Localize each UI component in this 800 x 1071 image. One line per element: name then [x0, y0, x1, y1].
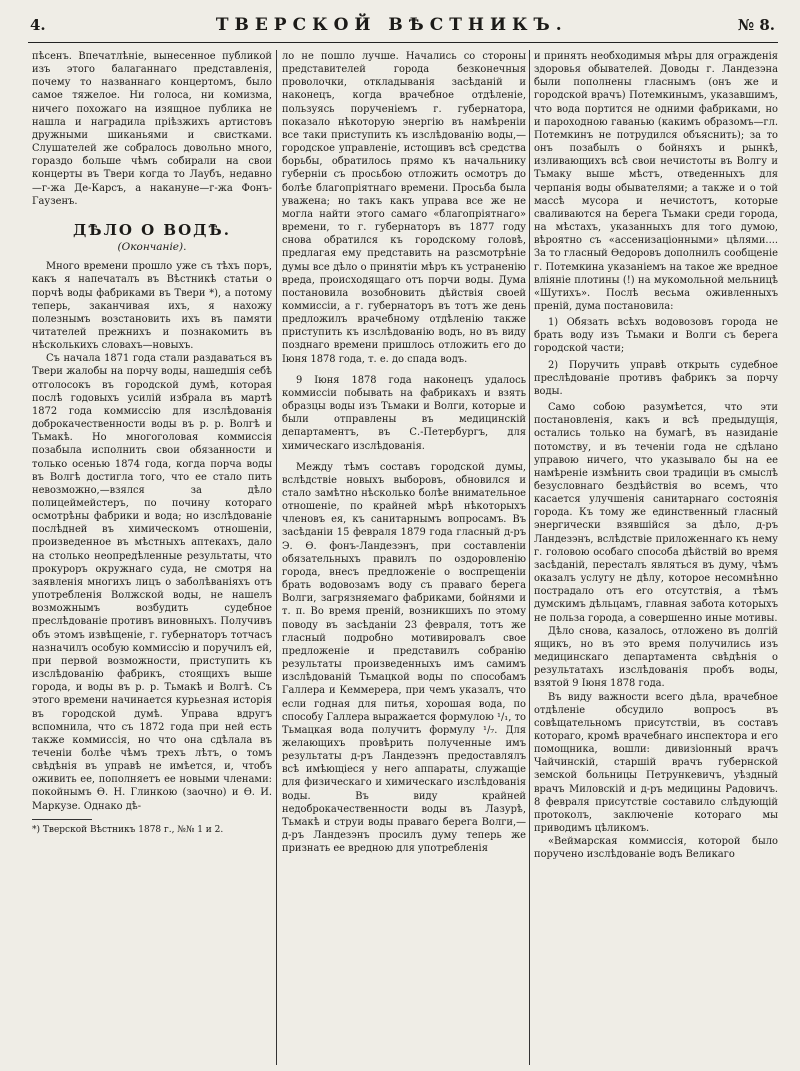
- issue-number: № 8.: [737, 16, 775, 34]
- paragraph: Много времени прошло уже съ тѣхъ поръ, какъ я напечаталъ въ Вѣстникѣ статьи о порчѣ воды фабриками въ Твери *), а потому теперь, заканчивая ихъ, я нахожу полезнымъ возстановить ихъ въ памяти читателей прежнихъ и познакомить въ нѣсколькихъ словахъ—новыхъ.: [32, 261, 272, 352]
- column-divider: [276, 50, 277, 1065]
- column-3: [534, 50, 778, 1065]
- page-number: 4.: [30, 16, 46, 34]
- paragraph: ло не пошло лучше. Начались со стороны представителей города безконечныя проволочки, откладыванія засѣданій и наконецъ, когда врачебное отдѣленіе, пользуясь порученіемъ г. губернатора, показало нѣкоторую энергію въ намѣреніи все таки приступить къ изслѣдованію воды,—городское управленіе, истощивъ всѣ средства борьбы, обратилось прямо къ начальнику губерніи съ просьбою отложить осмотръ до болѣе благопріятнаго времени. Просьба была уважена; но такъ какъ управа все же не могла найти этого самаго «благопріятнаго» времени, то г. губернаторъ въ 1877 году снова обратился къ городскому головѣ, предлагая ему представить на разсмотрѣніе думы все дѣло о принятіи мѣръ къ устраненію вреда, происходящаго отъ порчи воды. Дума постановила возобновить дѣйствія своей коммиссіи, а г. губернаторъ въ тотъ же день предложилъ врачебному отдѣленію также приступить къ изслѣдованію водъ, но въ виду позднаго времени пришлось отложить его до Іюня 1878 года, т. е. до спада водъ.: [282, 51, 526, 365]
- paragraph: Съ начала 1871 года стали раздаваться въ Твери жалобы на порчу воды, нашедшія себѣ отголосокъ въ городской думѣ, которая послѣ годовыхъ усилій избрала въ мартѣ 1872 года коммиссію для изслѣдованія доброкачественности воды въ р. р. Волгѣ и Тьмакѣ. Но многоголовая коммиссія позабыла исполнить свои обязанности и только осенью 1874 года, когда порча воды въ Волгѣ достигла того, что ее стало пить невозможно,—взялся за дѣло полицеймейстеръ, по почину котораго осмотрѣны фабрики и вода; но изслѣдованіе послѣдней въ химическомъ отношеніи, произведенное въ мѣстныхъ аптекахъ, дало на столько неопредѣленные результаты, что прокуроръ окружнаго суда, не смотря на заявленія многихъ лицъ о заболѣваніяхъ отъ употребленія Волжской воды, не нашелъ возможнымъ возбудить судебное преслѣдованіе противъ виновныхъ. Получивъ объ этомъ извѣщеніе, г. губернаторъ тотчасъ назначилъ особую коммиссію и поручилъ ей, при первой возможности, приступить къ изслѣдованію фабрикъ, стоящихъ выше города, и воды въ р. р. Тьмакѣ и Волгѣ. Съ этого времени начинается курьезная исторія въ городской думѣ. Управа вдругъ вспомнила, что съ 1872 года при ней есть также коммиссія, но что она сдѣлала въ теченіи болѣе чѣмъ трехъ лѣтъ, о томъ свѣдѣнія въ управѣ не имѣется, и, чтобъ оживить ее, пополняетъ ее новыми членами: покойнымъ Ѳ. Н. Глинкою (заочно) и Ѳ. И. Маркузе. Однако дѣ-: [32, 353, 272, 812]
- column-divider: [529, 50, 530, 1065]
- footnote-rule: [32, 819, 92, 820]
- column-1: [32, 50, 272, 1065]
- masthead: [30, 10, 775, 40]
- paragraph: и принять необходимыя мѣры для огражденія здоровья обывателей. Доводы г. Ландезэна были пополнены гласнымъ (онъ же и городской врачъ) Потемкинымъ, указавшимъ, что вода портится не одними фабриками, но и пароходною гаванью (какимъ образомъ—гл. Потемкинъ не потрудился объяснить); за то онъ позабылъ о бойняхъ и рынкѣ, изливающихъ всѣ свои нечистоты въ Волгу и Тьмаку выше мѣстъ, отведенныхъ для черпанія воды обывателями; а также и о той массѣ мусора и нечистотъ, которые сваливаются на берега Тьмаки среди города, на мѣстахъ, указанныхъ для того думою, вѣроятно съ «ассенизаціонными» цѣлями.... За то гласный Ѳедоровъ дополнилъ сообщеніе г. Потемкина указаніемъ на такое же вредное вліяніе плотины (!) на мукомольной мельницѣ «Шутихъ». Послѣ весьма оживленныхъ преній, дума постановила:: [534, 51, 778, 312]
- article-subheading: (Окончаніе).: [117, 241, 187, 254]
- paragraph: пѣсенъ. Впечатлѣніе, вынесенное публикой изъ этого балаганнаго представленія, почему то названнаго концертомъ, было самое тяжелое. Ни голоса, ни комизма, ничего похожаго на изящное публика не нашла и наградила пріѣзжихъ артистовъ дружными шиканьями и свистками. Слушателей же собралось довольно много, гораздо больше чѣмъ собирали на свои концерты въ Твери когда то Лаубъ, недавно—г-жа Де-Карсъ, а накануне—г-жа Фонъ-Гаузенъ.: [32, 51, 272, 207]
- paragraph: Дѣло снова, казалось, отложено въ долгій ящикъ, но въ это время получились изъ медицинскаго департамента свѣдѣнія о результатахъ изслѣдованія пробъ воды, взятой 9 Іюня 1878 года.: [534, 625, 778, 690]
- article-heading: ДѢЛО О ВОДѢ.: [73, 220, 231, 239]
- list-item: 2) Поручить управѣ открыть судебное преслѣдованіе противъ фабрикъ за порчу воды.: [534, 359, 778, 397]
- paragraph: Само собою разумѣется, что эти постановленія, какъ и всѣ предыдущія, остались только на бумагѣ, въ назиданіе потомству, и въ теченіи года не сдѣлано управою ничего, что указывало бы на ее намѣреніе измѣнить свои традиціи въ смыслѣ безусловнаго бездѣйствія во всемъ, что касается улучшенія санитарнаго состоянія города. Къ тому же единственный гласный энергически взявшійся за дѣло, д-ръ Ландезэнъ, вслѣдствіе приложеннаго къ нему г. головою особаго способа дѣйствій во время засѣданій, пересталъ являться въ думу, чѣмъ оказалъ услугу не дѣлу, которое несомнѣнно пострадало отъ его отсутствія, а тѣмъ думскимъ дѣльцамъ, главная забота которыхъ не польза города, а совершенно иные мотивы.: [534, 402, 778, 624]
- column-2: [282, 50, 526, 1065]
- paragraph: «Веймарская коммиссія, которой было поручено изслѣдованіе водъ Великаго: [534, 836, 778, 861]
- paragraph: 9 Іюня 1878 года наконецъ удалось коммиссіи побывать на фабрикахъ и взять образцы воды изъ Тьмаки и Волги, которые и были отправлены въ медицинскій департаментъ, въ С.-Петербургъ, для химическаго изслѣдованія.: [282, 374, 526, 452]
- paragraph: Между тѣмъ составъ городской думы, вслѣдствіе новыхъ выборовъ, обновился и стало замѣтно нѣсколько болѣе внимательное отношеніе, по крайней мѣрѣ нѣкоторыхъ членовъ ея, къ санитарнымъ вопросамъ. Въ засѣданіи 15 февраля 1879 года гласный д-ръ Э. Ѳ. фонъ-Ландезэнъ, при составленіи обязательныхъ правилъ по оздоровленію города, внесъ предложеніе о воспрещеніи брать водовозамъ воду съ праваго берега Волги, загрязняемаго фабриками, бойнями и т. п. Во время преній, возникшихъ по этому поводу въ засѣданіи 23 февраля, тотъ же гласный подробно мотивировалъ свое предложеніе и представилъ собранію результаты произведенныхъ имъ самимъ изслѣдованій Тьмацкой воды по способамъ Галлера и Кеммерера, при чемъ указалъ, что если годная для питья, хорошая вода, по способу Галлера выражается формулою ¹/₁, то Тьмацкая вода получитъ формулу ¹/₇. Для желающихъ провѣрить полученные имъ результаты д-ръ Ландезэнъ предоставлялъ всѣ имѣющіеся у него аппараты, служащіе для физическаго и химическаго изслѣдованія воды. Въ виду крайней недоброкачественности воды въ Лазурѣ, Тьмакѣ и струи воды праваго берега Волги,—д-ръ Ландезэнъ просилъ думу теперь же признать ее вредною для употребленія: [282, 461, 526, 855]
- footnote: *) Тверской Вѣстникъ 1878 г., №№ 1 и 2.: [32, 824, 224, 835]
- paragraph: Въ виду важности всего дѣла, врачебное отдѣленіе обсудило вопросъ въ совѣщательномъ присутствіи, въ составъ котораго, кромѣ врачебнаго инспектора и его помощника, вошли: дивизіонный врачъ Чайчинскій, старшій врачъ губернской земской больницы Петрункевичъ, уѣздный врачъ Миловскій и д-ръ медицины Радовичъ. 8 февраля присутствіе составило слѣдующій протоколъ, заключеніе котораго мы приводимъ цѣликомъ.: [534, 691, 778, 835]
- header-rule: [28, 42, 778, 43]
- list-item: 1) Обязать всѣхъ водовозовъ города не брать воду изъ Тьмаки и Волги съ берега городской части;: [534, 317, 778, 355]
- newspaper-title: ТВЕРСКОЙ ВѢСТНИКЪ.: [215, 15, 568, 35]
